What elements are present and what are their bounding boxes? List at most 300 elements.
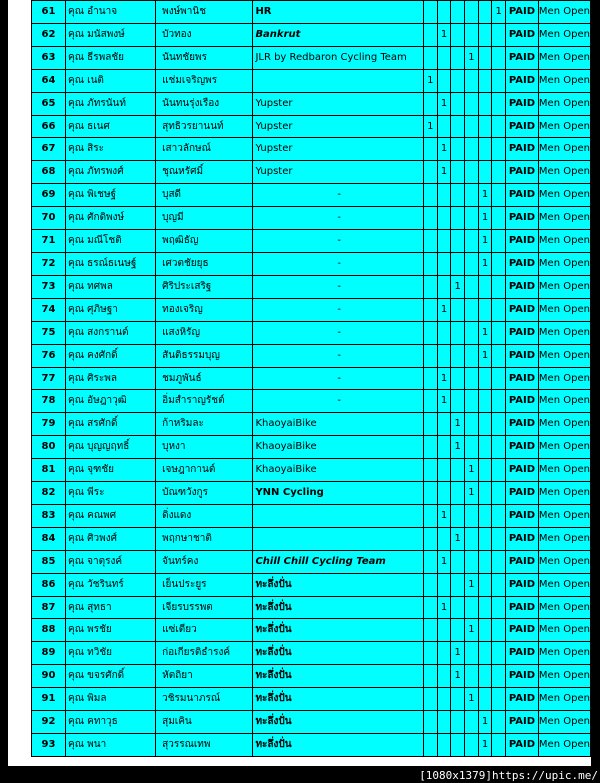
paid-status: PAID (506, 688, 539, 711)
marker-cell (478, 390, 492, 413)
paid-status: PAID (506, 504, 539, 527)
marker-cell (451, 344, 465, 367)
row-number: 82 (32, 482, 66, 505)
marker-cell (451, 367, 465, 390)
marker-cell (478, 688, 492, 711)
team-name: - (253, 207, 424, 230)
marker-cell (424, 436, 438, 459)
paid-status: PAID (506, 642, 539, 665)
last-name: พงษ์พานิช (156, 1, 253, 24)
first-name: คุณ ธเนศ (66, 115, 156, 138)
category: Men Open (538, 115, 590, 138)
category: Men Open (538, 550, 590, 573)
category: Men Open (538, 207, 590, 230)
first-name: คุณ สรศักดิ์ (66, 413, 156, 436)
last-name: บัวทอง (156, 23, 253, 46)
last-name: พฤฒิธัญ (156, 230, 253, 253)
category: Men Open (538, 573, 590, 596)
marker-cell (492, 275, 506, 298)
marker-cell (424, 596, 438, 619)
category: Men Open (538, 367, 590, 390)
category: Men Open (538, 482, 590, 505)
marker-cell (451, 69, 465, 92)
paid-status: PAID (506, 69, 539, 92)
team-name: ทะลึ่งปั่น (253, 619, 424, 642)
marker-cell (478, 550, 492, 573)
first-name: คุณ ศุภิษฐา (66, 298, 156, 321)
first-name: คุณ สิระ (66, 138, 156, 161)
document-page (8, 0, 591, 766)
marker-cell: 1 (478, 230, 492, 253)
row-number: 79 (32, 413, 66, 436)
marker-cell (424, 619, 438, 642)
marker-cell (437, 230, 451, 253)
marker-cell (492, 619, 506, 642)
first-name: คุณ พิมล (66, 688, 156, 711)
category: Men Open (538, 436, 590, 459)
category: Men Open (538, 344, 590, 367)
marker-cell (437, 413, 451, 436)
marker-cell (492, 92, 506, 115)
marker-cell (478, 573, 492, 596)
marker-cell (465, 69, 479, 92)
table-row (32, 367, 591, 390)
team-name: - (253, 275, 424, 298)
last-name: แช่มเจริญพร (156, 69, 253, 92)
marker-cell: 1 (478, 252, 492, 275)
last-name: บุญมี (156, 207, 253, 230)
first-name: คุณ ทศพล (66, 275, 156, 298)
row-number: 64 (32, 69, 66, 92)
first-name: คุณ ธรณ์ธเนษฐ์ (66, 252, 156, 275)
marker-cell (465, 115, 479, 138)
table-row (32, 436, 591, 459)
last-name: สันติธรรมบุญ (156, 344, 253, 367)
marker-cell (478, 161, 492, 184)
marker-cell (492, 23, 506, 46)
row-number: 87 (32, 596, 66, 619)
first-name: คุณ อัษฎาวุฒิ (66, 390, 156, 413)
marker-cell (451, 550, 465, 573)
first-name: คุณ คทาวุธ (66, 711, 156, 734)
marker-cell (424, 184, 438, 207)
team-name: Chill Chill Cycling Team (253, 550, 424, 573)
marker-cell (424, 275, 438, 298)
team-name: KhaoyaiBike (253, 459, 424, 482)
table-row (32, 459, 591, 482)
paid-status: PAID (506, 275, 539, 298)
marker-cell (451, 596, 465, 619)
row-number: 73 (32, 275, 66, 298)
marker-cell (451, 230, 465, 253)
marker-cell: 1 (437, 550, 451, 573)
marker-cell (465, 275, 479, 298)
table-row (32, 1, 591, 24)
first-name: คุณ จาตุรงค์ (66, 550, 156, 573)
last-name: แสงหิรัญ (156, 321, 253, 344)
marker-cell (492, 413, 506, 436)
paid-status: PAID (506, 92, 539, 115)
first-name: คุณ อำนาจ (66, 1, 156, 24)
marker-cell (465, 344, 479, 367)
first-name: คุณ ศักดิพงษ์ (66, 207, 156, 230)
paid-status: PAID (506, 550, 539, 573)
marker-cell (478, 619, 492, 642)
paid-status: PAID (506, 734, 539, 757)
category: Men Open (538, 230, 590, 253)
marker-cell (465, 230, 479, 253)
table-row (32, 504, 591, 527)
last-name: ชมภูพันธ์ (156, 367, 253, 390)
marker-cell: 1 (437, 23, 451, 46)
marker-cell (478, 92, 492, 115)
paid-status: PAID (506, 23, 539, 46)
last-name: บุสดี (156, 184, 253, 207)
marker-cell (437, 527, 451, 550)
last-name: เสาวลักษณ์ (156, 138, 253, 161)
row-number: 70 (32, 207, 66, 230)
table-row (32, 619, 591, 642)
marker-cell (478, 642, 492, 665)
team-name: ทะลึ่งปั่น (253, 711, 424, 734)
marker-cell (465, 92, 479, 115)
marker-cell (437, 573, 451, 596)
marker-cell (492, 230, 506, 253)
row-number: 86 (32, 573, 66, 596)
team-name (253, 69, 424, 92)
last-name: สุวรรณเทพ (156, 734, 253, 757)
marker-cell: 1 (465, 46, 479, 69)
category: Men Open (538, 298, 590, 321)
marker-cell (465, 252, 479, 275)
marker-cell (478, 1, 492, 24)
team-name: - (253, 390, 424, 413)
paid-status: PAID (506, 665, 539, 688)
category: Men Open (538, 138, 590, 161)
marker-cell: 1 (465, 688, 479, 711)
marker-cell (437, 252, 451, 275)
table-row (32, 92, 591, 115)
first-name: คุณ มณีโชติ (66, 230, 156, 253)
marker-cell (451, 46, 465, 69)
marker-cell (492, 367, 506, 390)
marker-cell (424, 504, 438, 527)
marker-cell (492, 688, 506, 711)
category: Men Open (538, 69, 590, 92)
marker-cell (424, 665, 438, 688)
table-row (32, 573, 591, 596)
marker-cell (437, 482, 451, 505)
marker-cell (424, 459, 438, 482)
paid-status: PAID (506, 436, 539, 459)
marker-cell: 1 (465, 459, 479, 482)
marker-cell (451, 504, 465, 527)
marker-cell (424, 138, 438, 161)
table-row (32, 482, 591, 505)
marker-cell (465, 734, 479, 757)
marker-cell (424, 230, 438, 253)
team-name: - (253, 298, 424, 321)
marker-cell (492, 161, 506, 184)
marker-cell (492, 504, 506, 527)
paid-status: PAID (506, 367, 539, 390)
row-number: 77 (32, 367, 66, 390)
team-name: ทะลึ่งปั่น (253, 665, 424, 688)
paid-status: PAID (506, 527, 539, 550)
marker-cell (465, 413, 479, 436)
marker-cell (478, 69, 492, 92)
paid-status: PAID (506, 596, 539, 619)
last-name: เจษฎากานต์ (156, 459, 253, 482)
table-row (32, 711, 591, 734)
paid-status: PAID (506, 1, 539, 24)
marker-cell: 1 (424, 115, 438, 138)
table-body (32, 1, 591, 757)
marker-cell (437, 184, 451, 207)
last-name: ก้าหริมละ (156, 413, 253, 436)
marker-cell (465, 298, 479, 321)
team-name: - (253, 321, 424, 344)
marker-cell (492, 321, 506, 344)
category: Men Open (538, 184, 590, 207)
marker-cell (492, 527, 506, 550)
marker-cell (451, 734, 465, 757)
marker-cell (478, 23, 492, 46)
marker-cell (424, 161, 438, 184)
marker-cell (465, 23, 479, 46)
marker-cell: 1 (437, 596, 451, 619)
table-row (32, 184, 591, 207)
paid-status: PAID (506, 298, 539, 321)
team-name (253, 504, 424, 527)
marker-cell (465, 207, 479, 230)
last-name: สุทธิวรยานนท์ (156, 115, 253, 138)
marker-cell (437, 642, 451, 665)
marker-cell (492, 734, 506, 757)
category: Men Open (538, 642, 590, 665)
row-number: 88 (32, 619, 66, 642)
marker-cell (492, 207, 506, 230)
row-number: 66 (32, 115, 66, 138)
marker-cell (451, 115, 465, 138)
last-name: ศิริประเสริฐ (156, 275, 253, 298)
marker-cell (465, 1, 479, 24)
first-name: คุณ ทวิชัย (66, 642, 156, 665)
marker-cell (437, 46, 451, 69)
marker-cell (437, 688, 451, 711)
marker-cell (424, 252, 438, 275)
marker-cell: 1 (451, 527, 465, 550)
first-name: คุณ คณพศ (66, 504, 156, 527)
marker-cell (437, 459, 451, 482)
table-row (32, 390, 591, 413)
marker-cell (465, 436, 479, 459)
paid-status: PAID (506, 344, 539, 367)
row-number: 92 (32, 711, 66, 734)
last-name: ก่อเกียรติธำรงค์ (156, 642, 253, 665)
marker-cell: 1 (478, 711, 492, 734)
marker-cell (424, 298, 438, 321)
marker-cell (424, 413, 438, 436)
marker-cell (478, 275, 492, 298)
team-name: ทะลึ่งปั่น (253, 642, 424, 665)
table-row (32, 734, 591, 757)
marker-cell (424, 92, 438, 115)
marker-cell (465, 550, 479, 573)
last-name: จันทร์คง (156, 550, 253, 573)
marker-cell (465, 161, 479, 184)
marker-cell (492, 665, 506, 688)
team-name: KhaoyaiBike (253, 436, 424, 459)
first-name: คุณ ภัทรนันท์ (66, 92, 156, 115)
marker-cell (478, 527, 492, 550)
marker-cell (492, 69, 506, 92)
row-number: 91 (32, 688, 66, 711)
marker-cell (424, 46, 438, 69)
team-name: HR (253, 1, 424, 24)
first-name: คุณ ศิวพงศ์ (66, 527, 156, 550)
marker-cell: 1 (478, 184, 492, 207)
category: Men Open (538, 161, 590, 184)
marker-cell (451, 161, 465, 184)
category: Men Open (538, 46, 590, 69)
marker-cell (451, 207, 465, 230)
marker-cell (492, 482, 506, 505)
team-name: Yupster (253, 161, 424, 184)
marker-cell: 1 (437, 367, 451, 390)
marker-cell (424, 344, 438, 367)
marker-cell (424, 642, 438, 665)
marker-cell (451, 23, 465, 46)
marker-cell (478, 504, 492, 527)
first-name: คุณ วัชรินทร์ (66, 573, 156, 596)
category: Men Open (538, 688, 590, 711)
marker-cell: 1 (424, 69, 438, 92)
marker-cell (424, 390, 438, 413)
row-number: 68 (32, 161, 66, 184)
row-number: 85 (32, 550, 66, 573)
category: Men Open (538, 390, 590, 413)
marker-cell (451, 321, 465, 344)
marker-cell: 1 (451, 665, 465, 688)
marker-cell (478, 367, 492, 390)
first-name: คุณ ธีรพลชัย (66, 46, 156, 69)
table-row (32, 46, 591, 69)
paid-status: PAID (506, 321, 539, 344)
marker-cell (451, 619, 465, 642)
last-name: นันทนรุ่งเรือง (156, 92, 253, 115)
marker-cell: 1 (437, 298, 451, 321)
first-name: คุณ มนัสพงษ์ (66, 23, 156, 46)
marker-cell: 1 (478, 734, 492, 757)
row-number: 89 (32, 642, 66, 665)
marker-cell (437, 275, 451, 298)
last-name: ชุณหรัศมิ์ (156, 161, 253, 184)
row-number: 62 (32, 23, 66, 46)
marker-cell (451, 1, 465, 24)
team-name: Yupster (253, 138, 424, 161)
marker-cell (478, 138, 492, 161)
marker-cell (478, 665, 492, 688)
team-name: ทะลึ่งปั่น (253, 734, 424, 757)
paid-status: PAID (506, 390, 539, 413)
marker-cell (465, 596, 479, 619)
table-row (32, 642, 591, 665)
paid-status: PAID (506, 207, 539, 230)
marker-cell: 1 (437, 138, 451, 161)
marker-cell (478, 459, 492, 482)
last-name: พฤกษาชาติ (156, 527, 253, 550)
marker-cell (492, 390, 506, 413)
category: Men Open (538, 527, 590, 550)
first-name: คุณ พนา (66, 734, 156, 757)
table-row (32, 115, 591, 138)
marker-cell (451, 184, 465, 207)
row-number: 75 (32, 321, 66, 344)
marker-cell: 1 (478, 344, 492, 367)
last-name: บุหงา (156, 436, 253, 459)
team-name: KhaoyaiBike (253, 413, 424, 436)
marker-cell (437, 619, 451, 642)
marker-cell (492, 298, 506, 321)
marker-cell (424, 1, 438, 24)
team-name: - (253, 184, 424, 207)
marker-cell (465, 390, 479, 413)
last-name: บัณฑวังกูร (156, 482, 253, 505)
table-row (32, 230, 591, 253)
marker-cell (424, 321, 438, 344)
marker-cell (492, 711, 506, 734)
marker-cell: 1 (451, 413, 465, 436)
marker-cell (492, 184, 506, 207)
team-name: - (253, 252, 424, 275)
team-name: YNN Cycling (253, 482, 424, 505)
table-row (32, 69, 591, 92)
last-name: ดิ่งแดง (156, 504, 253, 527)
team-name (253, 527, 424, 550)
category: Men Open (538, 252, 590, 275)
marker-cell: 1 (465, 482, 479, 505)
marker-cell (492, 344, 506, 367)
marker-cell (465, 642, 479, 665)
category: Men Open (538, 734, 590, 757)
team-name: - (253, 230, 424, 253)
marker-cell (478, 46, 492, 69)
marker-cell (492, 252, 506, 275)
marker-cell (437, 734, 451, 757)
last-name: วชิรมนาภรณ์ (156, 688, 253, 711)
last-name: เศวตชัยยุธ (156, 252, 253, 275)
marker-cell (492, 459, 506, 482)
team-name: - (253, 367, 424, 390)
first-name: คุณ ศิระพล (66, 367, 156, 390)
last-name: แซ่เตียว (156, 619, 253, 642)
paid-status: PAID (506, 252, 539, 275)
last-name: เย็นประยูร (156, 573, 253, 596)
paid-status: PAID (506, 459, 539, 482)
paid-status: PAID (506, 711, 539, 734)
first-name: คุณ พรชัย (66, 619, 156, 642)
marker-cell (478, 436, 492, 459)
table-row (32, 550, 591, 573)
marker-cell (465, 321, 479, 344)
marker-cell (424, 734, 438, 757)
paid-status: PAID (506, 413, 539, 436)
team-name: JLR by Redbaron Cycling Team (253, 46, 424, 69)
first-name: คุณ เนติ (66, 69, 156, 92)
marker-cell (451, 482, 465, 505)
category: Men Open (538, 275, 590, 298)
